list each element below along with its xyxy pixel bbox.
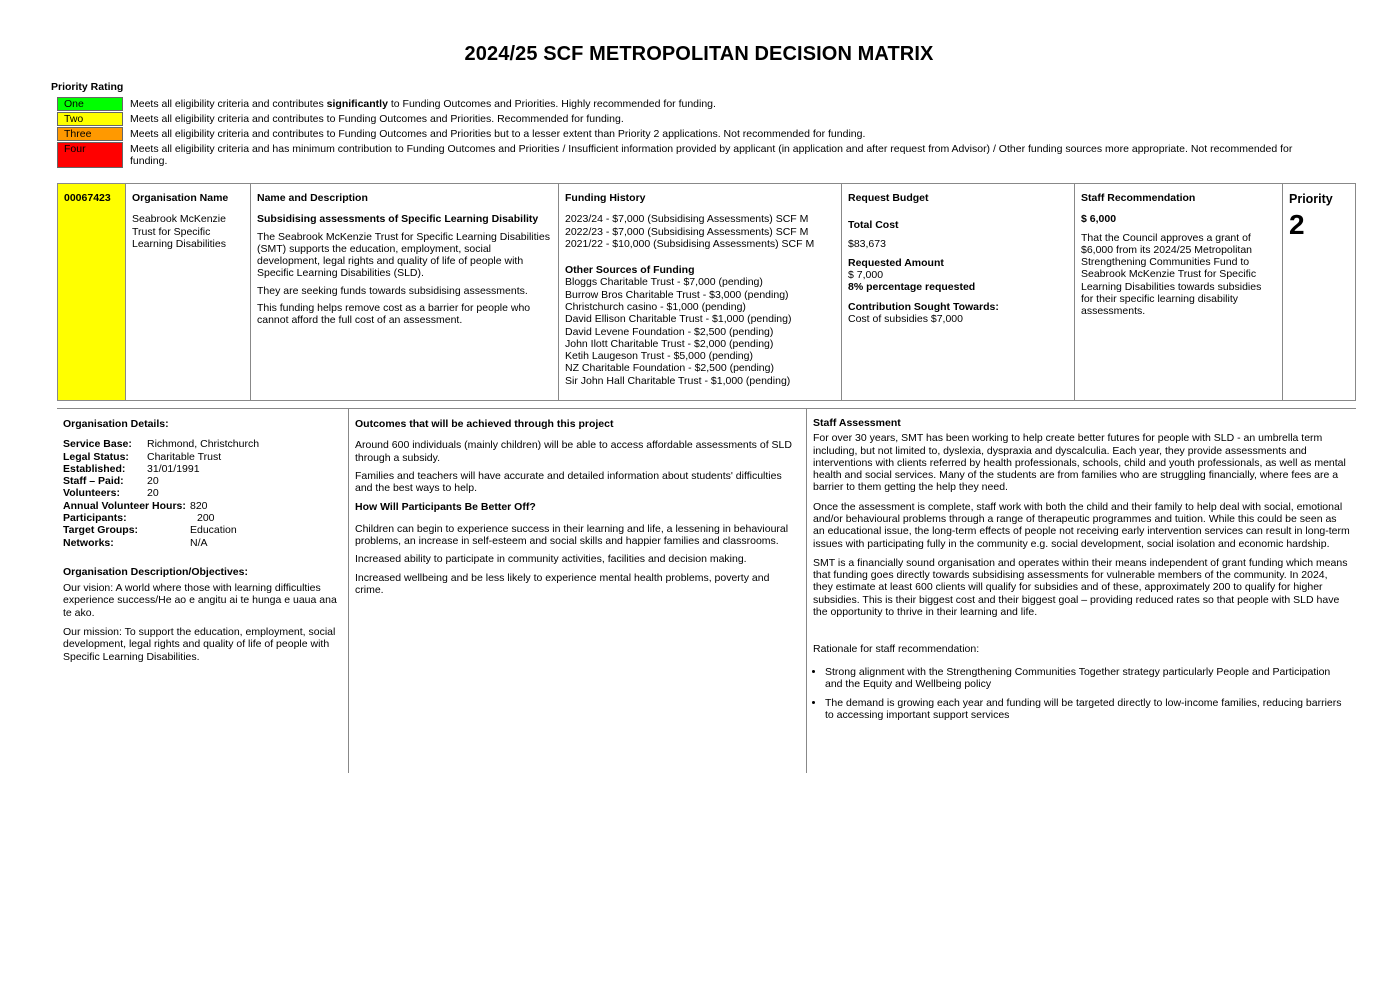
description-paragraph: They are seeking funds towards subsidising assessments.	[257, 284, 528, 297]
other-source-item: NZ Charitable Foundation - $2,500 (pending)	[565, 362, 774, 375]
organisation-detail-row	[63, 487, 342, 499]
priority-cell	[1282, 184, 1356, 400]
organisation-detail-row	[63, 524, 342, 536]
description-cell	[250, 184, 558, 400]
detail-label: Networks:	[63, 536, 114, 549]
lower-section	[57, 408, 1356, 773]
application-id-cell	[58, 184, 125, 400]
application-table	[57, 183, 1356, 401]
organisation-name: Seabrook McKenzie Trust for Specific Learning Disabilities	[132, 213, 226, 250]
priority-swatch-three: Three	[57, 127, 123, 141]
organisation-detail-row	[63, 451, 342, 463]
rationale-list	[813, 666, 1350, 722]
organisation-details-heading: Organisation Details:	[63, 418, 169, 430]
description-header: Name and Description	[257, 192, 368, 204]
organisation-mission: Our mission: To support the education, employment, social development, legal rights and quality of life of people with Specific Learning Disabilities.	[63, 625, 336, 663]
detail-value: 200	[197, 511, 215, 524]
detail-label: Target Groups:	[63, 524, 139, 537]
detail-value: Education	[190, 524, 237, 537]
organisation-vision: Our vision: A world where those with learning difficulties experience success/He ao e angitu ai te hunga e uaua ana te ako.	[63, 582, 337, 619]
funding-history-item: 2021/22 - $10,000 (Subsidising Assessments) SCF M	[565, 237, 815, 250]
staff-recommendation-amount: $ 6,000	[1081, 213, 1117, 226]
better-off-item: Increased wellbeing and be less likely to experience mental health problems, poverty and crime.	[355, 571, 770, 596]
better-off-heading: How Will Participants Be Better Off?	[355, 501, 536, 514]
total-cost-value: $83,673	[848, 237, 886, 250]
organisation-header: Organisation Name	[132, 192, 229, 204]
priority-text-one: Meets all eligibility criteria and contributes significantly to Funding Outcomes and Priorities. Highly recommended for funding.	[130, 98, 716, 110]
funding-history-header: Funding History	[565, 192, 646, 204]
priority-swatch-one: One	[57, 97, 123, 111]
organisation-detail-row	[63, 438, 342, 450]
assessment-paragraph: SMT is a financially sound organisation and operates within their means independent of grant funding which means that funding goes directly towards subsidising assessments for vulnerable members of the community. In 2024, they estimate at least 600 clients will qualify for subsidies and of these, approximately 200 to qualify for higher subsidies. This is their biggest cost and their biggest goal – providing reduced rates so that people with SLD have the opportunity to thrive in their learning and life.	[813, 556, 1348, 618]
detail-label: Volunteers:	[63, 487, 120, 500]
requested-amount-label: Requested Amount	[848, 256, 944, 269]
staff-assessment-heading: Staff Assessment	[813, 417, 901, 429]
funding-history-item: 2023/24 - $7,000 (Subsidising Assessments) SCF M	[565, 213, 809, 226]
detail-value: 820	[190, 499, 208, 512]
funding-history-item: 2022/23 - $7,000 (Subsidising Assessments) SCF M	[565, 225, 809, 238]
other-source-item: Sir John Hall Charitable Trust - $1,000 (pending)	[565, 374, 791, 387]
detail-value: 31/01/1991	[147, 462, 200, 475]
detail-label: Staff – Paid:	[63, 475, 124, 488]
other-source-item: Ketih Laugeson Trust - $5,000 (pending)	[565, 350, 753, 363]
description-paragraph: The Seabrook McKenzie Trust for Specific Learning Disabilities (SMT) supports the education, employment, social development, legal rights and quality of life of people with Specific Learning Disabilities (SLD).	[257, 230, 550, 280]
priority-rating-heading: Priority Rating	[51, 81, 124, 93]
organisation-cell	[125, 184, 250, 400]
page-title: 2024/25 SCF METROPOLITAN DECISION MATRIX	[464, 43, 934, 65]
request-budget-cell	[841, 184, 1074, 400]
priority-swatch-four: Four	[57, 142, 123, 168]
other-source-item: David Ellison Charitable Trust - $1,000 (pending)	[565, 313, 792, 326]
percentage-requested: 8% percentage requested	[848, 281, 976, 294]
other-source-item: Burrow Bros Charitable Trust - $3,000 (pending)	[565, 288, 789, 301]
detail-label: Established:	[63, 462, 126, 475]
outcome-item: Families and teachers will have accurate and detailed information about students' difficulties and the best ways to help.	[355, 469, 782, 495]
organisation-detail-row	[63, 463, 342, 475]
other-sources-header: Other Sources of Funding	[565, 264, 695, 277]
outcome-item: Around 600 individuals (mainly children) will be able to access affordable assessments of SLD through a subsidy.	[355, 439, 792, 464]
detail-value: N/A	[190, 536, 208, 549]
priority-header: Priority	[1289, 192, 1333, 206]
application-id: 00067423	[64, 192, 111, 204]
request-budget-header: Request Budget	[848, 192, 929, 204]
outcomes-heading: Outcomes that will be achieved through this project	[355, 418, 614, 430]
requested-amount-value: $ 7,000	[848, 269, 884, 282]
priority-swatch-two: Two	[57, 112, 123, 126]
detail-value: 20	[147, 487, 159, 500]
funding-history-cell	[558, 184, 841, 400]
organisation-details-panel	[57, 409, 348, 773]
organisation-detail-row	[63, 537, 342, 549]
other-source-item: Christchurch casino - $1,000 (pending)	[565, 300, 746, 313]
better-off-item: Children can begin to experience success in their learning and life, a lessening in behavioural problems, an increase in self-esteem and social skills and happier families and classrooms.	[355, 522, 789, 547]
organisation-details-list	[63, 438, 342, 549]
detail-value: 20	[147, 475, 159, 488]
better-off-item: Increased ability to participate in community activities, facilities and decision making.	[355, 553, 747, 566]
organisation-description-heading: Organisation Description/Objectives:	[63, 565, 248, 578]
staff-assessment-panel	[806, 409, 1356, 773]
project-name: Subsidising assessments of Specific Learning Disability	[257, 213, 539, 226]
detail-label: Participants:	[63, 511, 127, 524]
rationale-item: • Strong alignment with the Strengthening Communities Together strategy particularly People and Participation and the Equity and Wellbeing policy	[825, 666, 1350, 691]
priority-text-three: Meets all eligibility criteria and contributes to Funding Outcomes and Priorities but to a lesser extent than Priority 2 applications. Not recommended for funding.	[130, 128, 866, 140]
assessment-paragraph: Once the assessment is complete, staff work with both the child and their family to help deal with social, emotional and/or behavioural problems through a range of therapeutic programmes and tuition. While this could be seen as an educational issue, the long-term effects of people not receiving early intervention services can result in long-term issues with participating fully in the community e.g. social development, social isolation and economic hardship.	[813, 500, 1350, 550]
priority-value: 2	[1289, 208, 1305, 240]
total-cost-label: Total Cost	[848, 219, 899, 232]
detail-label: Annual Volunteer Hours:	[63, 499, 186, 512]
organisation-detail-row	[63, 500, 342, 512]
other-source-item: David Levene Foundation - $2,500 (pending)	[565, 325, 774, 338]
other-source-item: Bloggs Charitable Trust - $7,000 (pending)	[565, 276, 763, 289]
outcomes-panel	[348, 409, 806, 773]
staff-recommendation-text: That the Council approves a grant of $6,000 from its 2024/25 Metropolitan Strengthening Communities Fund to Seabrook McKenzie Trust for Specific Learning Disabilities towards subsidies for their specific learning disability assessments.	[1081, 231, 1262, 318]
priority-text-four: Meets all eligibility criteria and has minimum contribution to Funding Outcomes and Priorities / Insufficient information provided by applicant (in application and after request from Advisor) / Other funding sources more appropriate. Not recommended for funding.	[130, 143, 1293, 167]
detail-label: Service Base:	[63, 438, 132, 451]
assessment-paragraph: For over 30 years, SMT has been working to help create better futures for people with SLD - an umbrella term including, but not limited to, dyslexia, dyspraxia and dyscalculia. Each year, they provide assessments and interventions with clients referred by health professionals, schools, child and youth professionals, as well as mental health and social services. Many of the students are from families who are struggling financially, where fees are a barrier to them getting the help they need.	[813, 432, 1346, 494]
detail-label: Legal Status:	[63, 450, 129, 463]
detail-value: Charitable Trust	[147, 450, 222, 463]
rationale-heading: Rationale for staff recommendation:	[813, 643, 980, 656]
staff-recommendation-cell	[1074, 184, 1282, 400]
contribution-label: Contribution Sought Towards:	[848, 300, 999, 313]
staff-recommendation-header: Staff Recommendation	[1081, 192, 1196, 204]
rationale-item: • The demand is growing each year and funding will be targeted directly to low-income families, reducing barriers to accessing important support services	[825, 697, 1350, 722]
organisation-detail-row	[63, 475, 342, 487]
detail-value: Richmond, Christchurch	[147, 438, 260, 451]
priority-text-two: Meets all eligibility criteria and contributes to Funding Outcomes and Priorities. Recommended for funding.	[130, 113, 624, 125]
other-source-item: John Ilott Charitable Trust - $2,000 (pending)	[565, 337, 774, 350]
organisation-detail-row	[63, 512, 342, 524]
contribution-value: Cost of subsidies $7,000	[848, 312, 963, 325]
description-paragraph: This funding helps remove cost as a barrier for people who cannot afford the full cost of an assessment.	[257, 301, 531, 327]
